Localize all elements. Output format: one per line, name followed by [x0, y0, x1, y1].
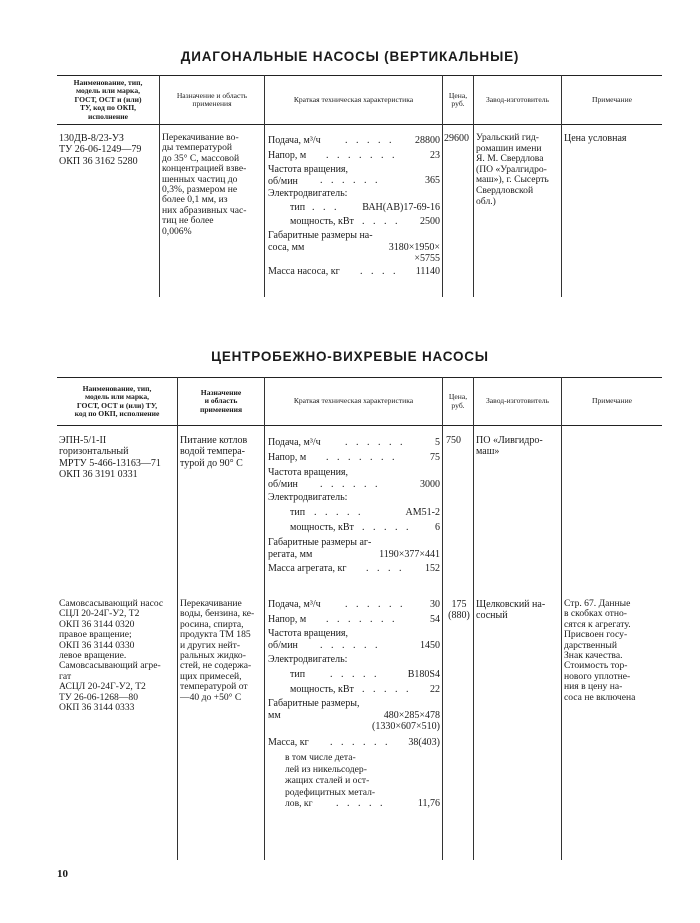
row-purpose: Питание котлов водой темпера- турой до 90° С: [180, 435, 248, 469]
row-maker: Уральский гид- ромашин имени Я. М. Свердлова (ПО «Уралгидро- маш»), г. Сысерть Свердловской обл.): [476, 132, 549, 207]
spec-supply-label: Подача, м³/ч: [268, 135, 321, 146]
spec-head-label: Напор, м: [268, 150, 307, 161]
spec-type-value: В180S4: [407, 669, 440, 680]
spec-power-value: 6: [435, 522, 440, 533]
spec-supply-value: 28800: [415, 135, 440, 146]
spec-mass-label: Масса насоса, кг: [268, 266, 340, 277]
spec-power-label: мощность, кВт: [290, 216, 354, 227]
spec-power-label: мощность, кВт: [290, 684, 354, 695]
spec-rotation-label: Частота вращения, об/мин: [268, 467, 349, 490]
spec-motor-label: Электродвигатель:: [268, 492, 348, 503]
section-title-centrifugal-vortex-pumps: ЦЕНТРОБЕЖНО-ВИХРЕВЫЕ НАСОСЫ: [211, 349, 489, 364]
spec-dims-value: 1190×377×441: [379, 548, 440, 560]
spec-head-value: 23: [430, 150, 440, 161]
spec-rotation-label: Частота вращения, об/мин: [268, 164, 349, 187]
spec-included-label: в том числе дета- лей из никельсодер- жащих сталей и ост- родефицитных метал- лов, кг: [285, 752, 376, 810]
spec-head-value: 54: [430, 614, 440, 625]
spec-leader-dots: . . . . .: [330, 669, 380, 680]
row-price: 750: [446, 435, 461, 446]
table2-header-spec: Краткая техническая характеристика: [293, 396, 414, 406]
spec-leader-dots: . . . . . .: [345, 437, 406, 448]
spec-mass-value: 152: [425, 563, 440, 574]
spec-mass-label: Масса, кг: [268, 737, 309, 748]
row-price: 175 (880): [448, 599, 470, 622]
row-purpose: Перекачивание воды, бензина, ке- росина, спирта, продукта ТМ 185 и других нейт- ральных жидко- стей, не содержа- щих примесей, температурой от —40 до +50° С: [180, 598, 255, 703]
row-price: 29600: [444, 133, 469, 144]
spec-rotation-value: 3000: [420, 479, 440, 490]
spec-motor-label: Электродвигатель:: [268, 654, 348, 665]
table2-header-maker: Завод-изготовитель: [486, 396, 549, 406]
row-name: 130ДВ-8/23-УЗ ТУ 26-06-1249—79 ОКП 36 3162 5280: [59, 133, 142, 167]
table2-header-price: Цена, руб.: [448, 392, 468, 410]
spec-rotation-value: 365: [425, 175, 440, 186]
spec-dims-label: Габаритные размеры аг- регата, мм: [268, 537, 372, 560]
spec-leader-dots: . . . . .: [345, 135, 395, 146]
table2-top-rule: [57, 377, 662, 378]
spec-supply-value: 5: [435, 437, 440, 448]
spec-leader-dots: . . . . . . .: [326, 452, 398, 463]
table1-header-note: Примечание: [591, 94, 633, 104]
spec-leader-dots: . . . . .: [314, 507, 364, 518]
spec-power-value: 2500: [420, 216, 440, 227]
table2-col-divider: [264, 377, 265, 860]
spec-supply-label: Подача, м³/ч: [268, 599, 321, 610]
table2-col-divider: [442, 377, 443, 860]
row-maker: ПО «Ливгидро- маш»: [476, 435, 543, 458]
spec-type-label: тип: [290, 202, 306, 213]
spec-leader-dots: . . . . .: [362, 522, 412, 533]
table2-col-divider: [473, 377, 474, 860]
table2-header-note: Примечание: [591, 396, 633, 406]
spec-type-label: тип: [290, 669, 306, 680]
spec-mass-value: 38(403): [408, 737, 440, 748]
spec-included-value: 11,76: [417, 798, 440, 810]
spec-rotation-value: 1450: [420, 639, 440, 651]
table2-col-divider: [177, 377, 178, 860]
spec-head-label: Напор, м: [268, 614, 307, 625]
spec-leader-dots: . . . .: [362, 216, 401, 227]
spec-motor-label: Электродвигатель:: [268, 188, 348, 199]
table1-header-rule: [57, 124, 662, 125]
spec-leader-dots: . . . . . .: [320, 175, 381, 186]
table2-col-divider: [561, 377, 562, 860]
table1-header-purpose: Назначение и область применения: [176, 90, 248, 108]
spec-leader-dots: . . . .: [360, 266, 399, 277]
spec-head-label: Напор, м: [268, 452, 307, 463]
table2-header-name: Наименование, тип, модель или марка, ГОСТ, ОСТ и (или) ТУ, код по ОКП, исполнение: [74, 383, 160, 418]
spec-leader-dots: . . .: [312, 202, 340, 213]
row-name: ЭПН-5/1-II горизонтальный МРТУ 5-466-13163—71 ОКП 36 3191 0331: [59, 435, 161, 480]
spec-type-label: тип: [290, 507, 306, 518]
row-note: Цена условная: [564, 133, 627, 144]
table1-header-spec: Краткая техническая характеристика: [293, 94, 414, 104]
table2-header-purpose: Назначение и область применения: [199, 387, 243, 414]
table1-header-price: Цена, руб.: [448, 90, 468, 108]
spec-leader-dots: . . . . .: [336, 798, 386, 810]
row-name: Самовсасывающий насос СЦЛ 20-24Г-У2, Т2 ОКП 36 3144 0320 правое вращение; ОКП 36 3144 0330 левое вращение. Самовсасывающий агре- гат АСЦЛ 20-24Г-У2, Т2 ТУ 26-06-1268—80 ОКП 36 3144 0333: [59, 598, 164, 714]
spec-leader-dots: . . . . .: [362, 684, 412, 695]
row-maker: Щелковский на- сосный: [476, 599, 546, 622]
spec-leader-dots: . . . . . .: [330, 737, 391, 748]
table1-header-maker: Завод-изготовитель: [486, 94, 549, 104]
row-note: Стр. 67. Данные в скобках отно- сятся к агрегату. Присвоен госу- дарственный Знак качества. Стоимость тор- нового уплотне- ния в цену на- соса не включена: [564, 598, 636, 703]
page-number: 10: [57, 868, 68, 880]
spec-leader-dots: . . . . . .: [320, 479, 381, 490]
table1-header-name: Наименование, тип, модель или марка, ГОСТ, ОСТ и (или) ТУ, код по ОКП, исполнение: [73, 77, 143, 121]
spec-type-value: АМ51-2: [405, 507, 440, 518]
row-purpose: Перекачивание во- ды температурой до 35° С, массовой концентрацией взве- шенных частиц до 0,3%, размером не более 0,1 мм, из них абразивных час- тиц не более 0,006%: [162, 132, 247, 237]
spec-mass-label: Масса агрегата, кг: [268, 563, 347, 574]
spec-dims-value: 480×285×478 (1330×607×510): [372, 709, 440, 732]
spec-power-label: мощность, кВт: [290, 522, 354, 533]
spec-leader-dots: . . . . . . .: [326, 614, 398, 625]
spec-dims-label: Габаритные размеры, мм: [268, 698, 360, 721]
spec-leader-dots: . . . . . .: [320, 639, 381, 651]
spec-type-value: ВАН(АВ)17-69-16: [362, 202, 440, 213]
table2-header-rule: [57, 425, 662, 426]
spec-power-value: 22: [430, 684, 440, 695]
table1-top-rule: [57, 75, 662, 76]
spec-leader-dots: . . . . . . .: [326, 150, 398, 161]
spec-supply-value: 30: [430, 599, 440, 610]
spec-dims-label: Габаритные размеры на- соса, мм: [268, 230, 373, 253]
spec-rotation-label: Частота вращения, об/мин: [268, 628, 349, 651]
spec-mass-value: 11140: [415, 266, 440, 277]
spec-leader-dots: . . . .: [366, 563, 405, 574]
spec-dims-value: 3180×1950× ×5755: [388, 241, 440, 264]
spec-head-value: 75: [430, 452, 440, 463]
spec-supply-label: Подача, м³/ч: [268, 437, 321, 448]
spec-leader-dots: . . . . . .: [345, 599, 406, 610]
section-title-diagonal-pumps: ДИАГОНАЛЬНЫЕ НАСОСЫ (ВЕРТИКАЛЬНЫЕ): [180, 49, 520, 64]
